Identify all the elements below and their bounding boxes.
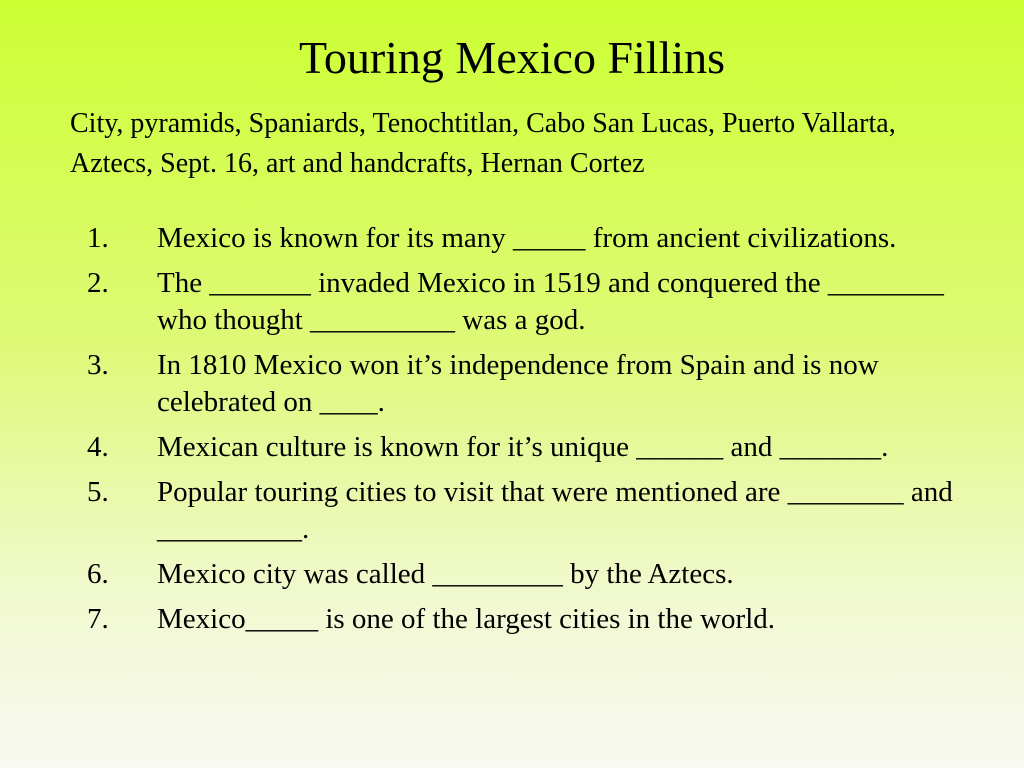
question-item [70,556,960,593]
question-item [70,429,960,466]
question-text: Popular touring cities to visit that were mentioned are ________ and __________. [157,476,953,545]
question-item [70,601,960,638]
question-text: In 1810 Mexico won it’s independence from Spain and is now celebrated on ____. [157,349,879,418]
question-text: Mexican culture is known for it’s unique ______ and _______. [157,431,889,463]
question-number: 6. [87,558,109,590]
word-bank: City, pyramids, Spaniards, Tenochtitlan, Cabo San Lucas, Puerto Vallarta, Aztecs, Sept. 16, art and handcrafts, Hernan Cortez [70,108,896,179]
question-item [70,474,960,548]
question-number: 5. [87,476,109,508]
question-number: 2. [87,267,109,299]
question-list [70,220,960,646]
question-text: Mexico city was called _________ by the Aztecs. [157,558,734,590]
question-item [70,347,960,421]
slide-title: Touring Mexico Fillins [298,32,726,83]
question-number: 7. [87,603,109,635]
question-number: 3. [87,349,109,381]
question-number: 1. [87,222,109,254]
question-text: Mexico is known for its many _____ from ancient civilizations. [157,222,897,254]
question-number: 4. [87,431,109,463]
question-item [70,265,960,339]
question-text: Mexico_____ is one of the largest cities in the world. [157,603,776,635]
question-item [70,220,960,257]
question-text: The _______ invaded Mexico in 1519 and conquered the ________ who thought __________ was a god. [157,267,944,336]
